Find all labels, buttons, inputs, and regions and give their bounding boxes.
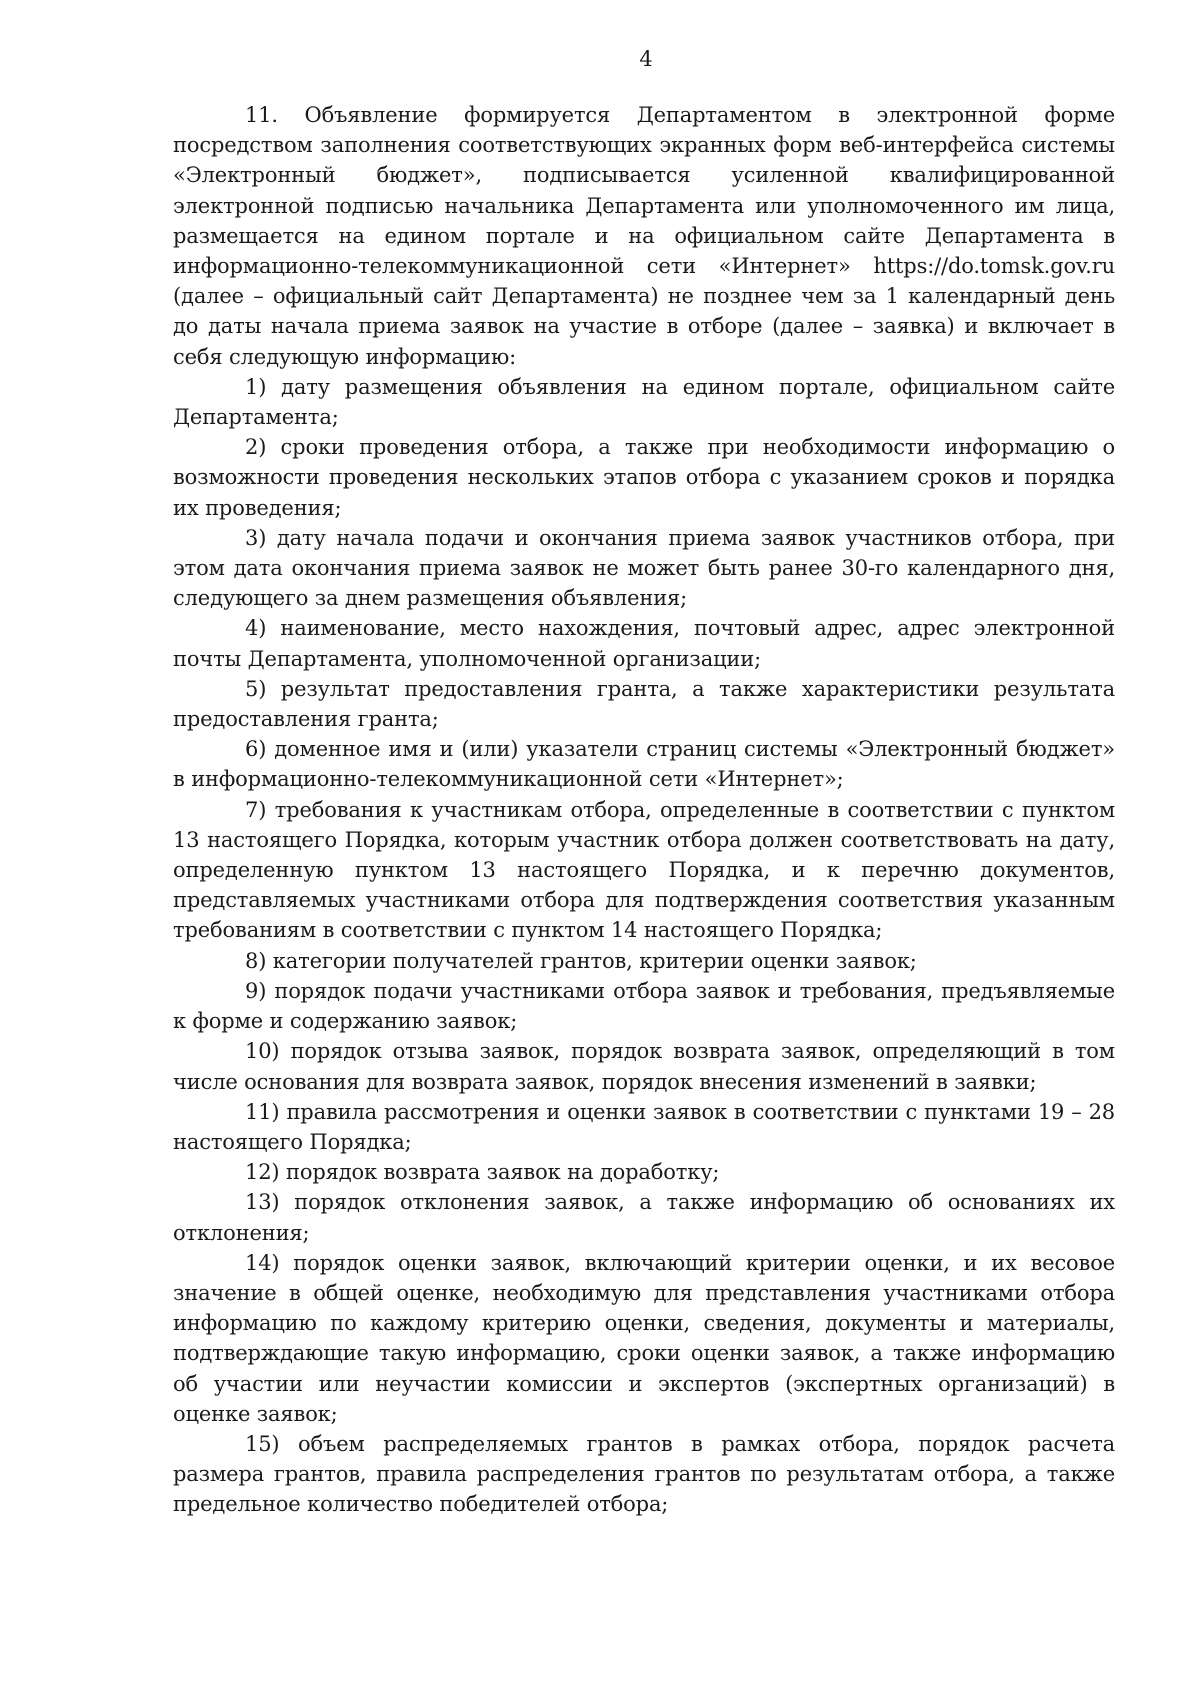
document-body — [173, 100, 1115, 1520]
paragraph-item-11: 11. Объявление формируется Департаментом в электронной форме посредством заполнения соответствующих экранных форм веб-интерфейса системы «Электронный бюджет», подписывается усиленной квалифицированной электронной подписью начальника Департамента или уполномоченного им лица, размещается на едином портале и на официальном сайте Департамента в информационно-телекоммуникационной сети «Интернет» https://do.tomsk.gov.ru (далее – официальный сайт Департамента) не позднее чем за 1 календарный день до даты начала приема заявок на участие в отборе (далее – заявка) и включает в себя следующую информацию: — [173, 103, 1115, 369]
paragraph-subitem-1: 1) дату размещения объявления на едином портале, официальном сайте Департамента; — [173, 374, 1115, 430]
page-number: 4 — [639, 47, 653, 71]
paragraph-subitem-3: 3) дату начала подачи и окончания приема заявок участников отбора, при этом дата окончания приема заявок не может быть ранее 30-го календарного дня, следующего за днем размещения объявления; — [173, 525, 1115, 611]
paragraph-subitem-9: 9) порядок подачи участниками отбора заявок и требования, предъявляемые к форме и содержанию заявок; — [173, 978, 1115, 1034]
paragraph-subitem-12: 12) порядок возврата заявок на доработку; — [245, 1160, 720, 1185]
paragraph-subitem-6: 6) доменное имя и (или) указатели страниц системы «Электронный бюджет» в информационно-телекоммуникационной сети «Интернет»; — [173, 737, 1115, 792]
paragraph-subitem-4: 4) наименование, место нахождения, почтовый адрес, адрес электронной почты Департамента, уполномоченной организации; — [173, 616, 1115, 671]
paragraph-subitem-11: 11) правила рассмотрения и оценки заявок в соответствии с пунктами 19 – 28 настоящего Порядка; — [173, 1099, 1115, 1154]
paragraph-subitem-15: 15) объем распределяемых грантов в рамках отбора, порядок расчета размера грантов, правила распределения грантов по результатам отбора, а также предельное количество победителей отбора; — [173, 1431, 1115, 1517]
paragraph-subitem-13: 13) порядок отклонения заявок, а также информацию об основаниях их отклонения; — [173, 1190, 1115, 1245]
paragraph-subitem-7: 7) требования к участникам отбора, определенные в соответствии с пунктом 13 настоящего Порядка, которым участник отбора должен соответствовать на дату, определенную пунктом 13 настоящего Порядка, и к перечню документов, представляемых участниками отбора для подтверждения соответствия указанным требованиям в соответствии с пунктом 14 настоящего Порядка; — [173, 797, 1115, 943]
paragraph-subitem-2: 2) сроки проведения отбора, а также при необходимости информацию о возможности проведения нескольких этапов отбора с указанием сроков и порядка их проведения; — [173, 435, 1115, 520]
paragraph-subitem-14: 14) порядок оценки заявок, включающий критерии оценки, и их весовое значение в общей оценке, необходимую для представления участниками отбора информацию по каждому критерию оценки, сведения, документы и материалы, подтверждающие такую информацию, сроки оценки заявок, а также информацию об участии или неучастии комиссии и экспертов (экспертных организаций) в оценке заявок; — [173, 1250, 1115, 1426]
paragraph-subitem-5: 5) результат предоставления гранта, а также характеристики результата предоставления гранта; — [173, 676, 1115, 732]
paragraph-subitem-8: 8) категории получателей грантов, критерии оценки заявок; — [245, 948, 917, 973]
paragraph-subitem-10: 10) порядок отзыва заявок, порядок возврата заявок, определяющий в том числе основания для возврата заявок, порядок внесения изменений в заявки; — [173, 1039, 1115, 1094]
